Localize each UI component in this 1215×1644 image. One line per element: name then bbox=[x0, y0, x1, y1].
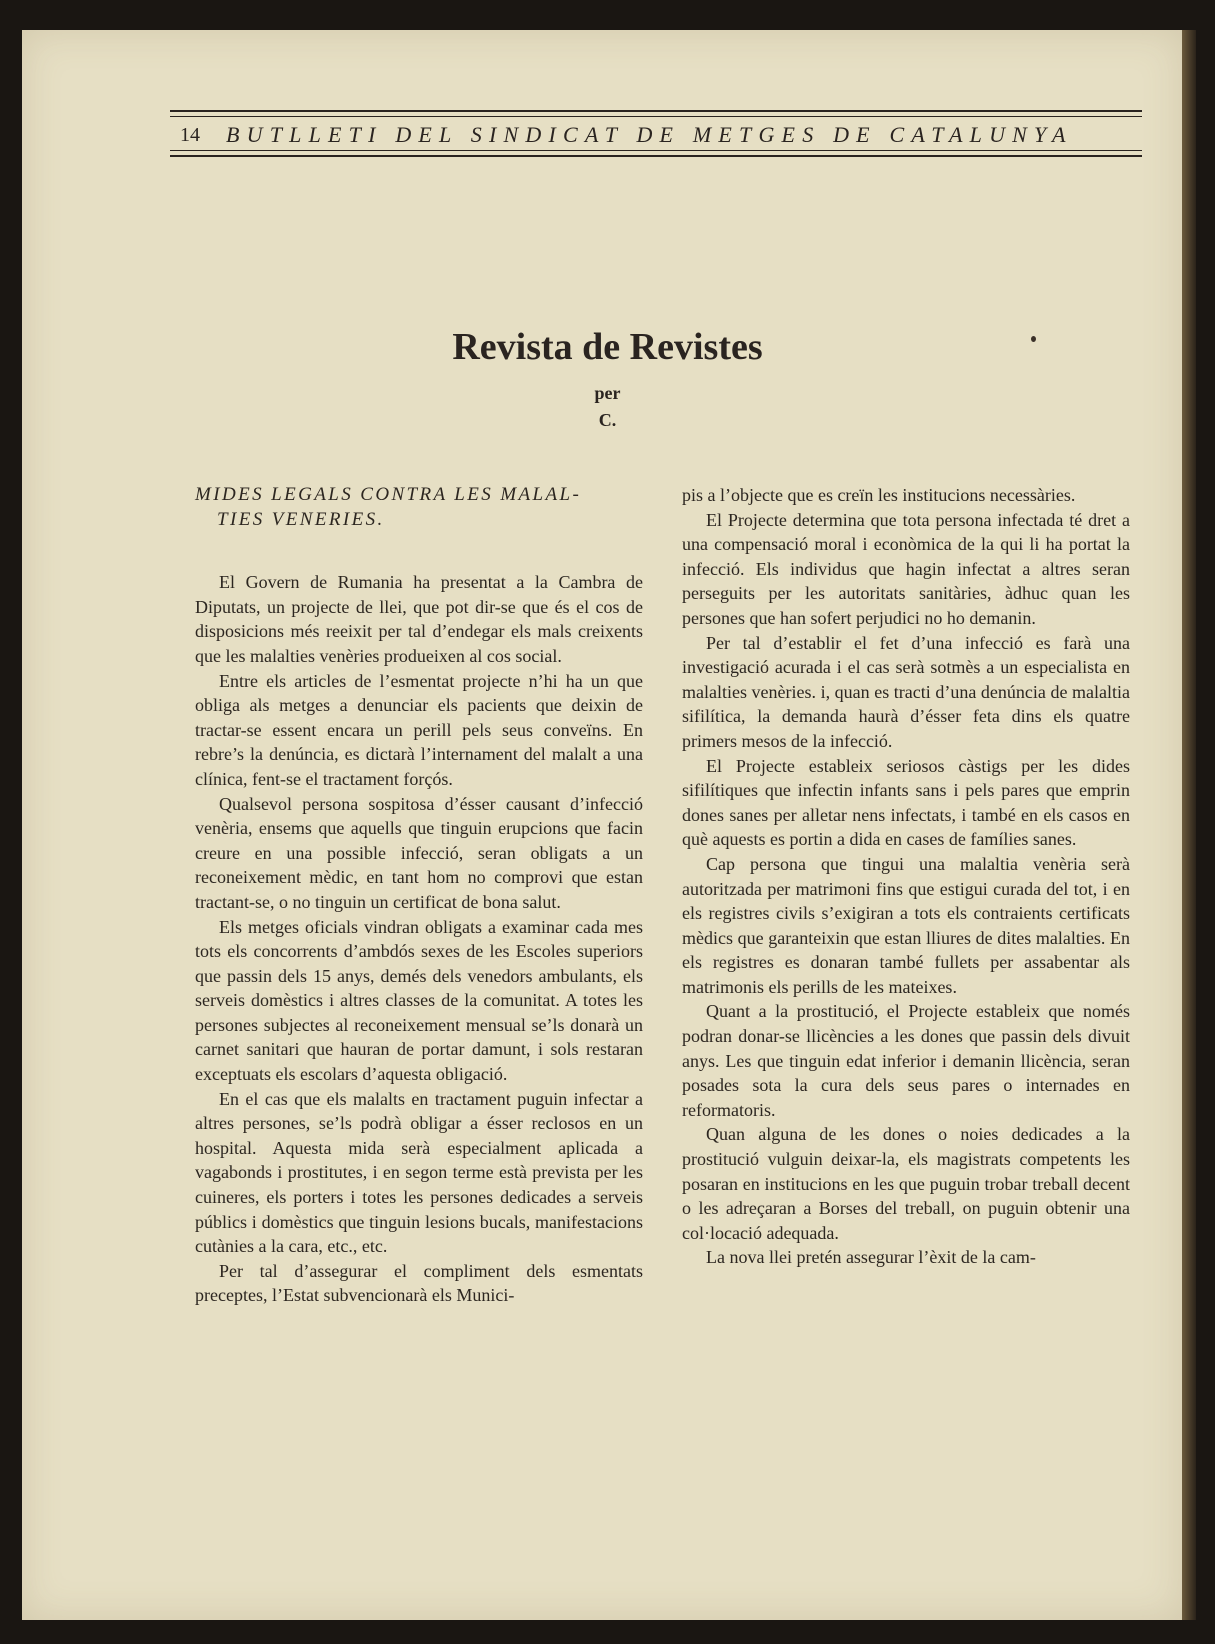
paragraph: Entre els articles de l’esmentat projecte n’hi ha un que obliga als metges a denunciar els pacients que deixin de tractar-se essent encara un perill pels seus conveïns. En rebre’s la denúncia, es dictarà l’internament del malalt a una clínica, fent-se el tractament forçós. bbox=[195, 670, 643, 789]
paragraph: La nova llei pretén assegurar l’èxit de la cam- bbox=[706, 1247, 1036, 1268]
header-rule bbox=[170, 150, 1142, 151]
byline-per: per bbox=[594, 383, 621, 403]
header-rule bbox=[170, 116, 1142, 117]
paragraph: Quan alguna de les dones o noies dedicades a la prostitució vulguin deixar-la, els magistrats competents les posaran en institucions en les que puguin trobar treball decent o les adreçaran a Borses del treball, on puguin obtenir una col·locació adequada. bbox=[682, 1124, 1130, 1243]
paragraph: El Govern de Rumania ha presentat a la Cambra de Diputats, un projecte de llei, que pot dir-se que és el cos de disposicions més reeixit per tal d’endegar els mals creixents que les malalties venèries produeixen al cos social. bbox=[195, 572, 643, 666]
left-column bbox=[195, 483, 643, 1308]
page-edge bbox=[1182, 30, 1196, 1620]
paragraph: Per tal d’assegurar el compliment dels esmentats preceptes, l’Estat subvencionarà els Munici- bbox=[195, 1260, 643, 1306]
paragraph: El Projecte determina que tota persona infectada té dret a una compensació moral i econòmica de la qui li ha portat la infecció. Els individus que hagin infectat a altres seran perseguits per les autoritats sanitàries, àdhuc quan les persones que han sofert perjudici no ho demanin. bbox=[682, 509, 1130, 628]
section-heading bbox=[195, 483, 643, 532]
byline-author: C. bbox=[598, 410, 617, 430]
paragraph: Per tal d’establir el fet d’una infecció es farà una investigació acurada i el cas serà sotmès a un especialista en malalties venèries. i, quan es tracti d’una denúncia de malaltia sifilítica, la demanda haurà d’ésser feta dins els quatre primers mesos de la infecció. bbox=[682, 632, 1130, 751]
page-number: 14 bbox=[180, 124, 200, 146]
paragraph: En el cas que els malalts en tractament puguin infectar a altres persones, se’ls podrà obligar a ésser reclosos en un hospital. Aquesta mida serà especialment aplicada a vagabonds i prostitutes, i en segon terme està prevista per les cuineres, els porters i totes les persones dedicades a serveis públics i domèstics que tinguin lesions bucals, manifestacions cutànies a la cara, etc., etc. bbox=[195, 1088, 643, 1257]
header-rule bbox=[170, 110, 1142, 112]
running-header bbox=[170, 80, 1142, 147]
section-heading-line: MIDES LEGALS CONTRA LES MALAL- bbox=[195, 484, 582, 505]
paragraph: Els metges oficials vindran obligats a examinar cada mes tots els concorrents d’ambdós sexes de les Escoles superiors que passin dels 15 anys, demés dels venedors ambulants, els serveis domèstics i altres classes de la comunitat. A totes les persones subjectes al reconeixement mensual se’ls donarà un carnet sanitari que hauran de portar damunt, i sols restaran exceptuats els escolars d’aquesta obligació. bbox=[195, 916, 643, 1085]
section-heading-line: TIES VENERIES. bbox=[217, 508, 385, 530]
right-column bbox=[682, 483, 1130, 1270]
paragraph: pis a l’objecte que es creïn les institucions necessàries. bbox=[682, 485, 1076, 505]
paragraph: Cap persona que tingui una malaltia venèria serà autoritzada per matrimoni fins que estigui curada del tot, i en els registres civils s’exigiran a tots els contraients certificats mèdics que garanteixin que estan lliures de dites malalties. En els registres es donaran també fullets per assabentar als matrimonis els perills de les mateixes. bbox=[682, 853, 1130, 997]
ink-speck bbox=[1031, 336, 1036, 342]
header-rule bbox=[170, 155, 1142, 157]
journal-title: BUTLLETI DEL SINDICAT DE METGES DE CATALUNYA bbox=[226, 122, 1073, 147]
paragraph: Qualsevol persona sospitosa d’ésser causant d’infecció venèria, ensems que aquells que tinguin erupcions que facin creure en una possible infecció, seran obligats a un reconeixement mèdic, en tant hom no comprovi que estan tractant-se, o no tinguin un certificat de bona salut. bbox=[195, 793, 643, 912]
paragraph: Quant a la prostitució, el Projecte estableix que només podran donar-se llicències a les dones que passin dels divuit anys. Les que tinguin edat inferior i demanin llicència, seran posades sota la cura dels seus pares o internades en reformatoris. bbox=[682, 1001, 1130, 1120]
article-title: Revista de Revistes bbox=[452, 326, 763, 368]
paragraph: El Projecte estableix seriosos càstigs per les dides sifilítiques que infectin infants sans i pels pares que emprin dones sanes per alletar nens infectats, i també en els casos en què aquests es portin a dida en cases de famílies sanes. bbox=[682, 755, 1130, 850]
